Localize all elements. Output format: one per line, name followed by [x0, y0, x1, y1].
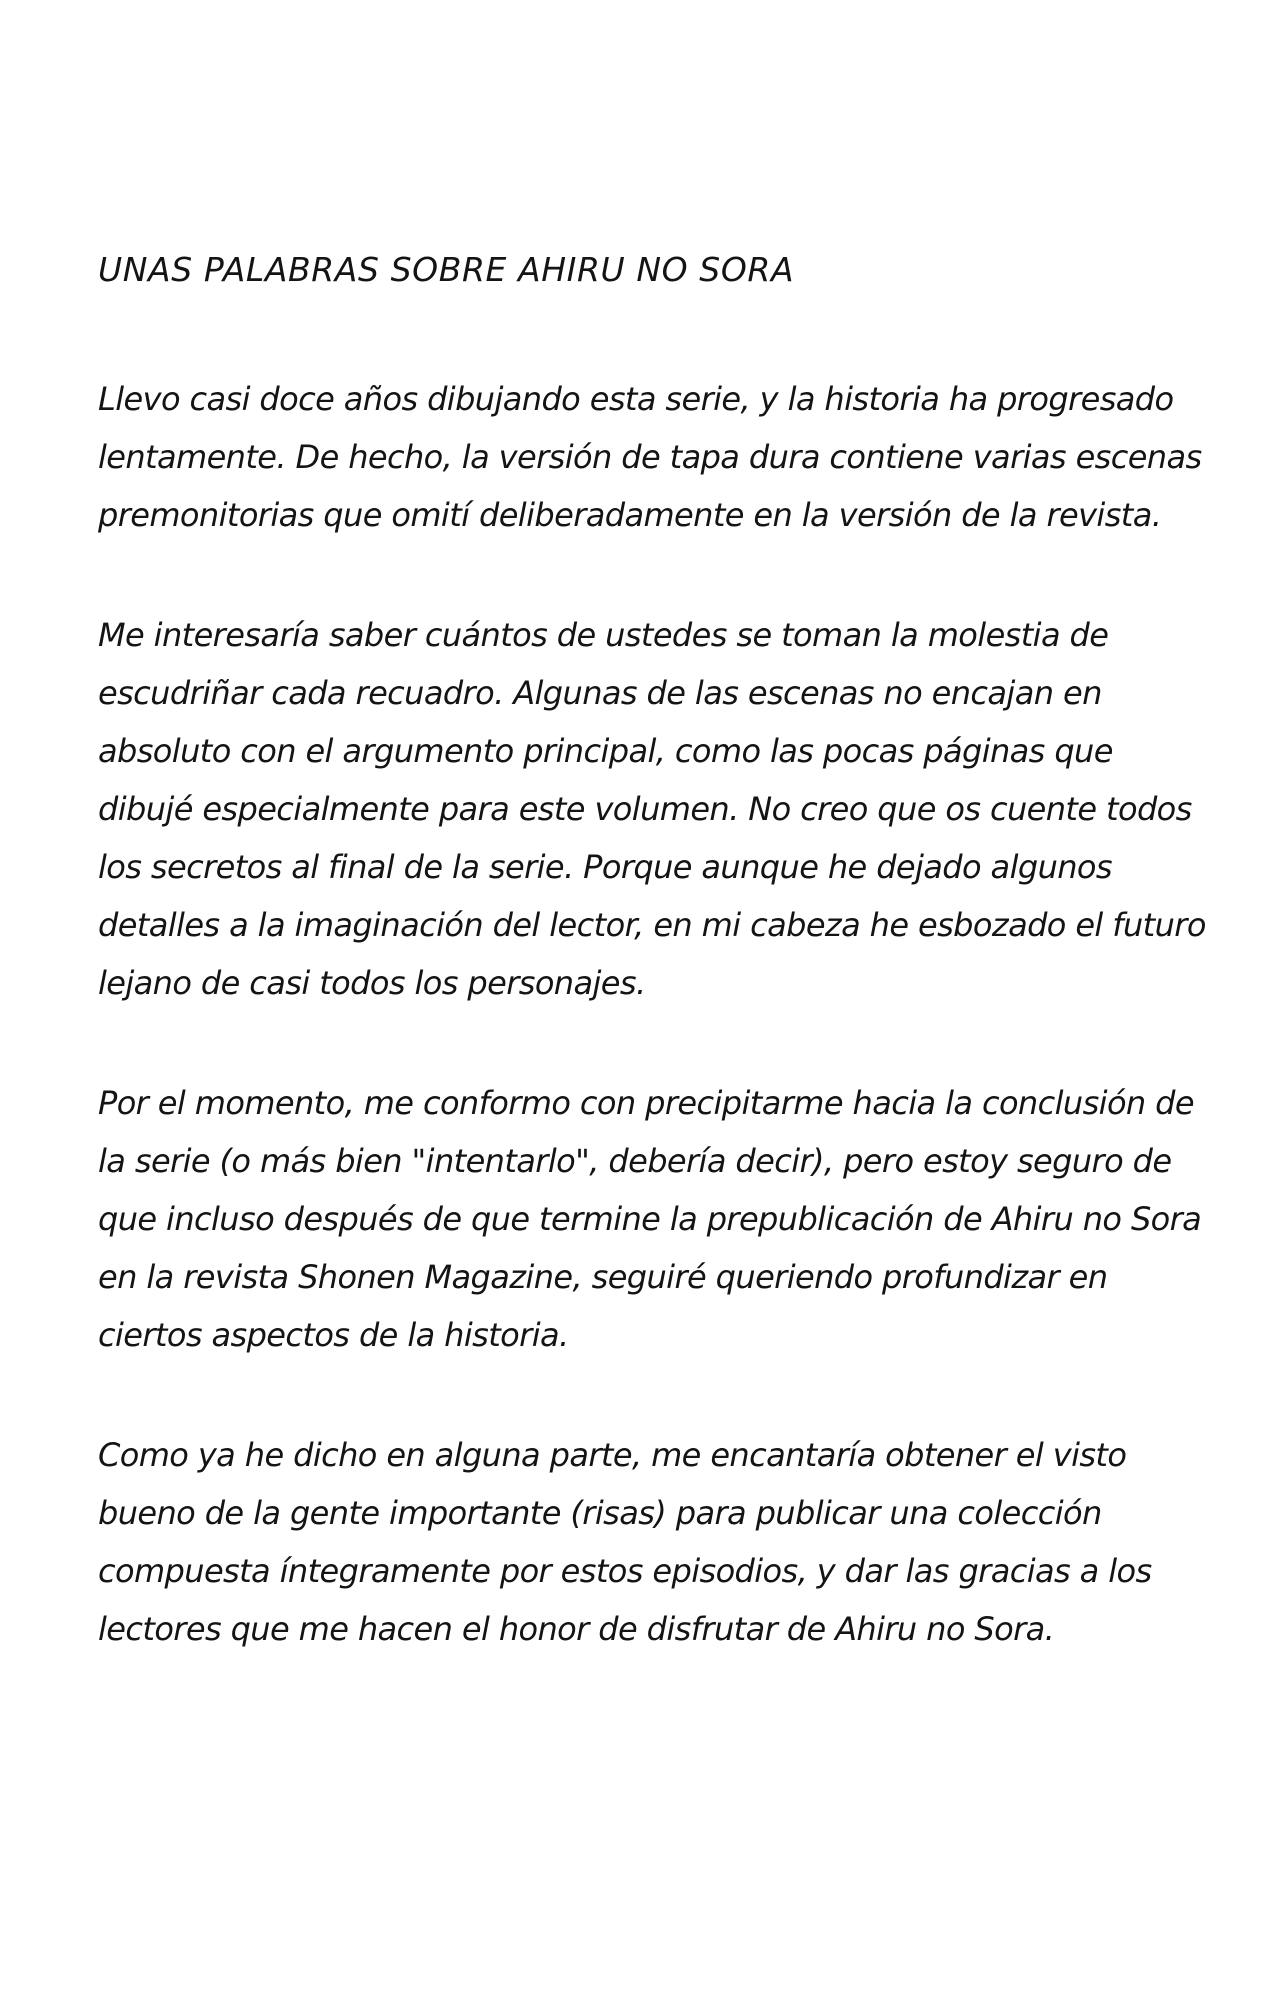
- afterword-title: UNAS PALABRAS SOBRE AHIRU NO SORA: [98, 250, 795, 289]
- afterword-paragraph-3: Por el momento, me conformo con precipitarme hacia la conclusión de la serie (o más bien "intentarlo", debería decir), pero estoy seguro de que incluso después de que termine la prepublicación de Ahiru no Sora en la revista Shonen Magazine, seguiré queriendo profundizar en ciertos aspectos de la historia.: [98, 1084, 1202, 1354]
- afterword-paragraph-2: Me interesaría saber cuántos de ustedes se toman la molestia de escudriñar cada recuadro. Algunas de las escenas no encajan en absoluto con el argumento principal, como las pocas páginas que dibujé especialmente para este volumen. No creo que os cuente todos los secretos al final de la serie. Porque aunque he dejado algunos detalles a la imaginación del lector, en mi cabeza he esbozado el futuro lejano de casi todos los personajes.: [98, 616, 1206, 1002]
- afterword-paragraph-1: Llevo casi doce años dibujando esta serie, y la historia ha progresado lentamente. De hecho, la versión de tapa dura contiene varias escenas premonitorias que omití deliberadamente en la versión de la revista.: [98, 380, 1202, 534]
- afterword-paragraph-4: Como ya he dicho en alguna parte, me encantaría obtener el visto bueno de la gente importante (risas) para publicar una colección compuesta íntegramente por estos episodios, y dar las gracias a los lectores que me hacen el honor de disfrutar de Ahiru no Sora.: [98, 1436, 1152, 1648]
- afterword-text-block: [98, 242, 1208, 1658]
